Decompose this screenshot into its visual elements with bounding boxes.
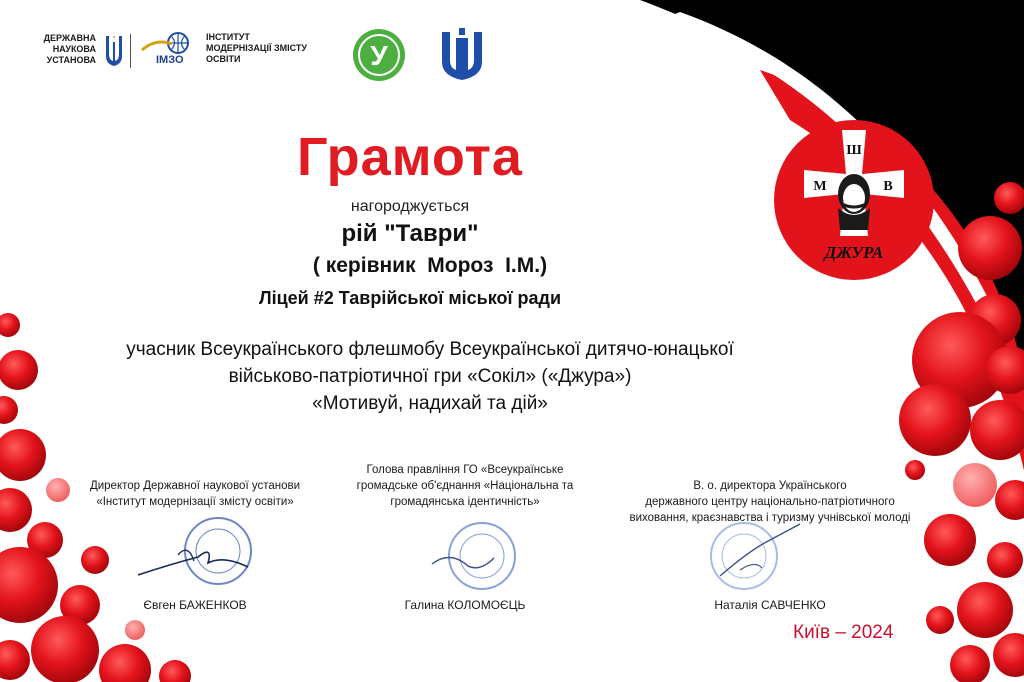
- signatory-title-line: Голова правління ГО «Всеукраїнське: [366, 464, 564, 476]
- signatory-2-stamp: [420, 520, 530, 592]
- signatory-title-line: громадське об'єднання «Національна та: [356, 480, 574, 492]
- green-u-logo: [352, 28, 406, 82]
- certificate-title: Грамота: [297, 127, 523, 187]
- signatory-3-title: [610, 478, 930, 526]
- signatory-title-line: виховання, краєзнавства і туризму учнівської молоді: [629, 512, 911, 524]
- signatory-title-line: державного центру національно-патріотичного: [645, 496, 895, 508]
- team-leader: ( керівник Мороз І.М.): [312, 254, 548, 277]
- imzo-name: [206, 32, 307, 65]
- signatory-title-line: «Інститут модернізації змісту освіти»: [96, 496, 294, 508]
- signatory-title-line: громадянська ідентичність»: [390, 496, 540, 508]
- gov-institution-label: [40, 33, 96, 66]
- emblem-top-letter: Ш: [846, 143, 862, 158]
- emblem-right-letter: В: [883, 179, 893, 194]
- awarded-label: нагороджується: [350, 198, 470, 215]
- team-name: рій "Таври": [341, 220, 479, 247]
- award-description: [60, 336, 800, 417]
- signatory-3-name: Наталія САВЧЕНКО: [714, 598, 826, 612]
- imzo-line: ІНСТИТУТ: [206, 32, 250, 42]
- logo-divider: [130, 34, 131, 68]
- trident-icon: [104, 34, 124, 68]
- signatory-1-stamp: [128, 515, 258, 587]
- signatory-2-name: Галина КОЛОМОЄЦЬ: [404, 598, 526, 612]
- imzo-abbreviation: ІМЗО: [156, 54, 184, 66]
- imzo-logo: [140, 32, 198, 54]
- signatory-1-name: Євген БАЖЕНКОВ: [143, 598, 247, 612]
- gov-line: ДЕРЖАВНА: [43, 33, 96, 43]
- signatory-3-stamp: [700, 520, 810, 592]
- signatory-1-title: [70, 478, 320, 510]
- emblem-left-letter: М: [813, 179, 827, 194]
- dzhura-emblem: [772, 118, 936, 282]
- signatory-title-line: Директор Державної наукової установи: [89, 480, 301, 492]
- blue-pillars-logo: [438, 28, 486, 82]
- school-name: Ліцей #2 Таврійської міської ради: [258, 288, 562, 308]
- gov-line: УСТАНОВА: [46, 55, 96, 65]
- description-line: «Мотивуй, надихай та дій»: [312, 393, 548, 414]
- gov-line: НАУКОВА: [52, 44, 96, 54]
- imzo-line: ОСВІТИ: [206, 54, 241, 64]
- description-line: учасник Всеукраїнського флешмобу Всеукраїнської дитячо-юнацької: [126, 339, 734, 360]
- green-logo-letter: У: [370, 40, 388, 71]
- description-line: військово-патріотичної гри «Сокіл» («Джура»): [228, 366, 632, 387]
- city-year: Київ – 2024: [793, 622, 894, 643]
- signatory-title-line: В. о. директора Українського: [693, 480, 847, 492]
- signatory-2-title: [330, 462, 600, 510]
- emblem-label: ДЖУРА: [824, 243, 884, 262]
- imzo-line: МОДЕРНІЗАЦІЇ ЗМІСТУ: [206, 43, 307, 53]
